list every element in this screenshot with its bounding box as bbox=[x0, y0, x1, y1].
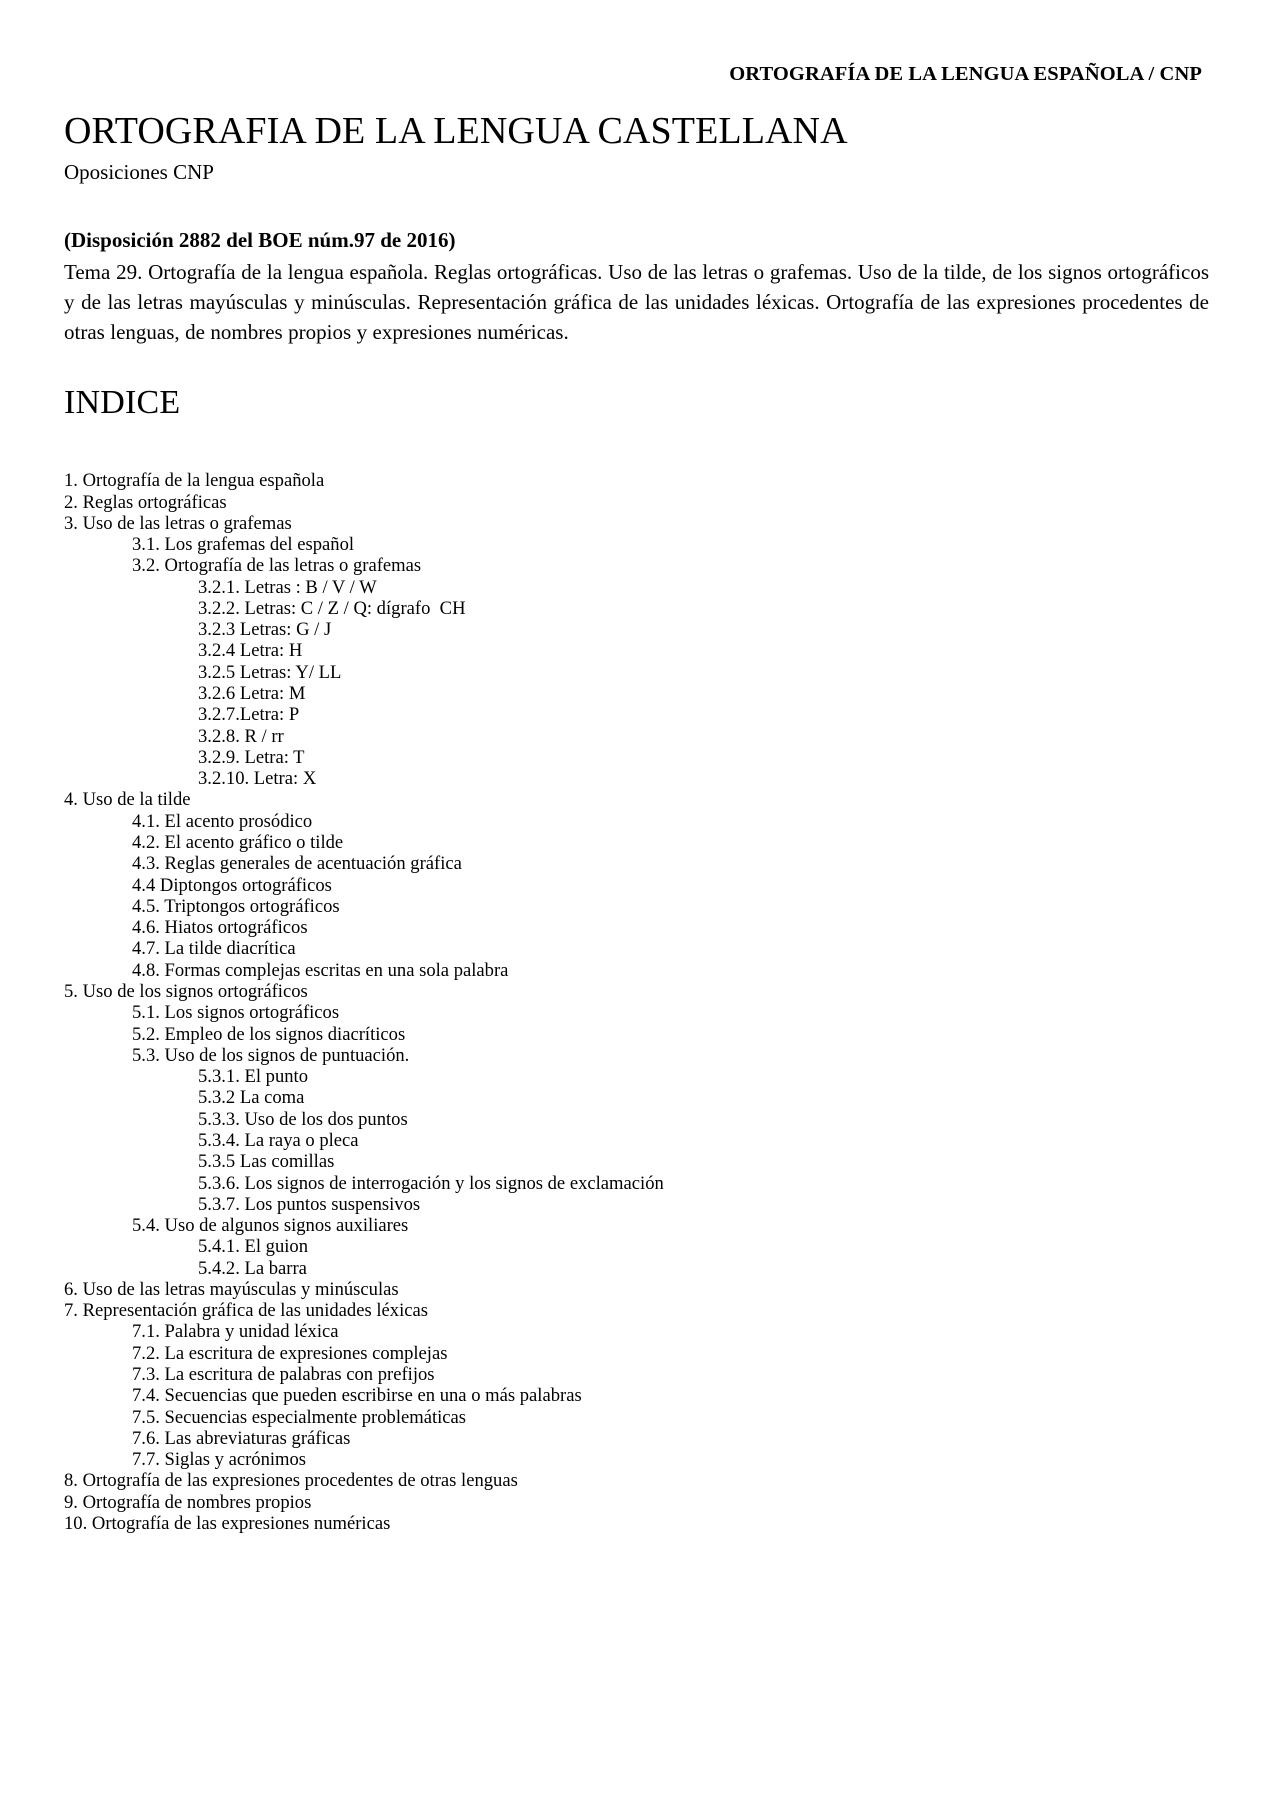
index-entry: 5.2. Empleo de los signos diacríticos bbox=[132, 1023, 406, 1045]
index-entry: 7.2. La escritura de expresiones complejas bbox=[132, 1342, 448, 1364]
index-entry: 3.2.8. R / rr bbox=[198, 725, 284, 747]
index-entry: 3.2.4 Letra: H bbox=[198, 640, 303, 662]
index-entry: 3.2.7.Letra: P bbox=[198, 704, 300, 726]
index-entry: 5.4. Uso de algunos signos auxiliares bbox=[132, 1215, 409, 1237]
index-entry: 4.5. Triptongos ortográficos bbox=[132, 895, 340, 917]
index-entry: 5.3.6. Los signos de interrogación y los signos de exclamación bbox=[198, 1172, 664, 1194]
index-entry: 5.3.1. El punto bbox=[198, 1066, 309, 1088]
index-entry: 3.1. Los grafemas del español bbox=[132, 534, 355, 556]
index-entry: 9. Ortografía de nombres propios bbox=[64, 1491, 312, 1513]
index-entry: 5.1. Los signos ortográficos bbox=[132, 1002, 340, 1024]
index-entry: 3. Uso de las letras o grafemas bbox=[64, 512, 292, 534]
document-subtitle: Oposiciones CNP bbox=[64, 159, 214, 184]
index-entry: 4.7. La tilde diacrítica bbox=[132, 938, 296, 960]
index-entry: 1. Ortografía de la lengua española bbox=[64, 470, 325, 492]
index-entry: 7.7. Siglas y acrónimos bbox=[132, 1449, 307, 1471]
index-entry: 2. Reglas ortográficas bbox=[64, 491, 227, 513]
index-entry: 3.2. Ortografía de las letras o grafemas bbox=[132, 555, 422, 577]
index-entry: 8. Ortografía de las expresiones procedentes de otras lenguas bbox=[64, 1470, 518, 1492]
index-entry: 4.6. Hiatos ortográficos bbox=[132, 917, 308, 939]
index-entry: 7.6. Las abreviaturas gráficas bbox=[132, 1427, 351, 1449]
index-list bbox=[64, 470, 1209, 1534]
index-entry: 5.3.7. Los puntos suspensivos bbox=[198, 1193, 421, 1215]
index-entry: 4.1. El acento prosódico bbox=[132, 810, 313, 832]
document-body bbox=[64, 110, 1209, 1534]
index-entry: 3.2.2. Letras: C / Z / Q: dígrafo CH bbox=[198, 597, 466, 619]
page-title: ORTOGRAFIA DE LA LENGUA CASTELLANA bbox=[64, 110, 848, 152]
index-entry: 7.5. Secuencias especialmente problemáticas bbox=[132, 1406, 467, 1428]
index-entry: 5. Uso de los signos ortográficos bbox=[64, 980, 308, 1002]
topic-abstract: Tema 29. Ortografía de la lengua española. Reglas ortográficas. Uso de las letras o grafemas. Uso de la tilde, de los signos ortográficos y de las letras mayúsculas y minúsculas. Representación gráfica de las unidades léxicas. Ortografía de las expresiones procedentes de otras lenguas, de nombres propios y expresiones numéricas. bbox=[64, 260, 1209, 345]
index-entry: 7.4. Secuencias que pueden escribirse en una o más palabras bbox=[132, 1385, 582, 1407]
disposition-reference: (Disposición 2882 del BOE núm.97 de 2016) bbox=[64, 227, 456, 252]
index-entry: 3.2.5 Letras: Y/ LL bbox=[198, 661, 342, 683]
index-entry: 5.3.3. Uso de los dos puntos bbox=[198, 1108, 408, 1130]
index-entry: 7. Representación gráfica de las unidades léxicas bbox=[64, 1300, 428, 1322]
index-entry: 7.3. La escritura de palabras con prefijos bbox=[132, 1364, 435, 1386]
index-entry: 3.2.1. Letras : B / V / W bbox=[198, 576, 377, 598]
index-entry: 3.2.6 Letra: M bbox=[198, 683, 306, 705]
index-entry: 3.2.10. Letra: X bbox=[198, 768, 317, 790]
index-entry: 5.3.5 Las comillas bbox=[198, 1151, 335, 1173]
index-entry: 5.4.2. La barra bbox=[198, 1257, 307, 1279]
index-entry: 3.2.9. Letra: T bbox=[198, 746, 305, 768]
index-entry: 4. Uso de la tilde bbox=[64, 789, 191, 811]
index-entry: 10. Ortografía de las expresiones numéricas bbox=[64, 1513, 391, 1535]
index-heading: INDICE bbox=[64, 384, 181, 422]
index-entry: 4.2. El acento gráfico o tilde bbox=[132, 832, 344, 854]
index-entry: 3.2.3 Letras: G / J bbox=[198, 619, 332, 641]
index-entry: 4.3. Reglas generales de acentuación gráfica bbox=[132, 853, 462, 875]
index-entry: 5.3.2 La coma bbox=[198, 1087, 305, 1109]
index-entry: 5.3. Uso de los signos de puntuación. bbox=[132, 1044, 410, 1066]
index-entry: 5.3.4. La raya o pleca bbox=[198, 1129, 359, 1151]
index-entry: 7.1. Palabra y unidad léxica bbox=[132, 1321, 339, 1343]
index-entry: 4.4 Diptongos ortográficos bbox=[132, 874, 332, 896]
running-header: ORTOGRAFÍA DE LA LENGUA ESPAÑOLA / CNP bbox=[729, 63, 1202, 85]
index-entry: 5.4.1. El guion bbox=[198, 1236, 309, 1258]
index-entry: 6. Uso de las letras mayúsculas y minúsculas bbox=[64, 1278, 399, 1300]
index-entry: 4.8. Formas complejas escritas en una sola palabra bbox=[132, 959, 509, 981]
